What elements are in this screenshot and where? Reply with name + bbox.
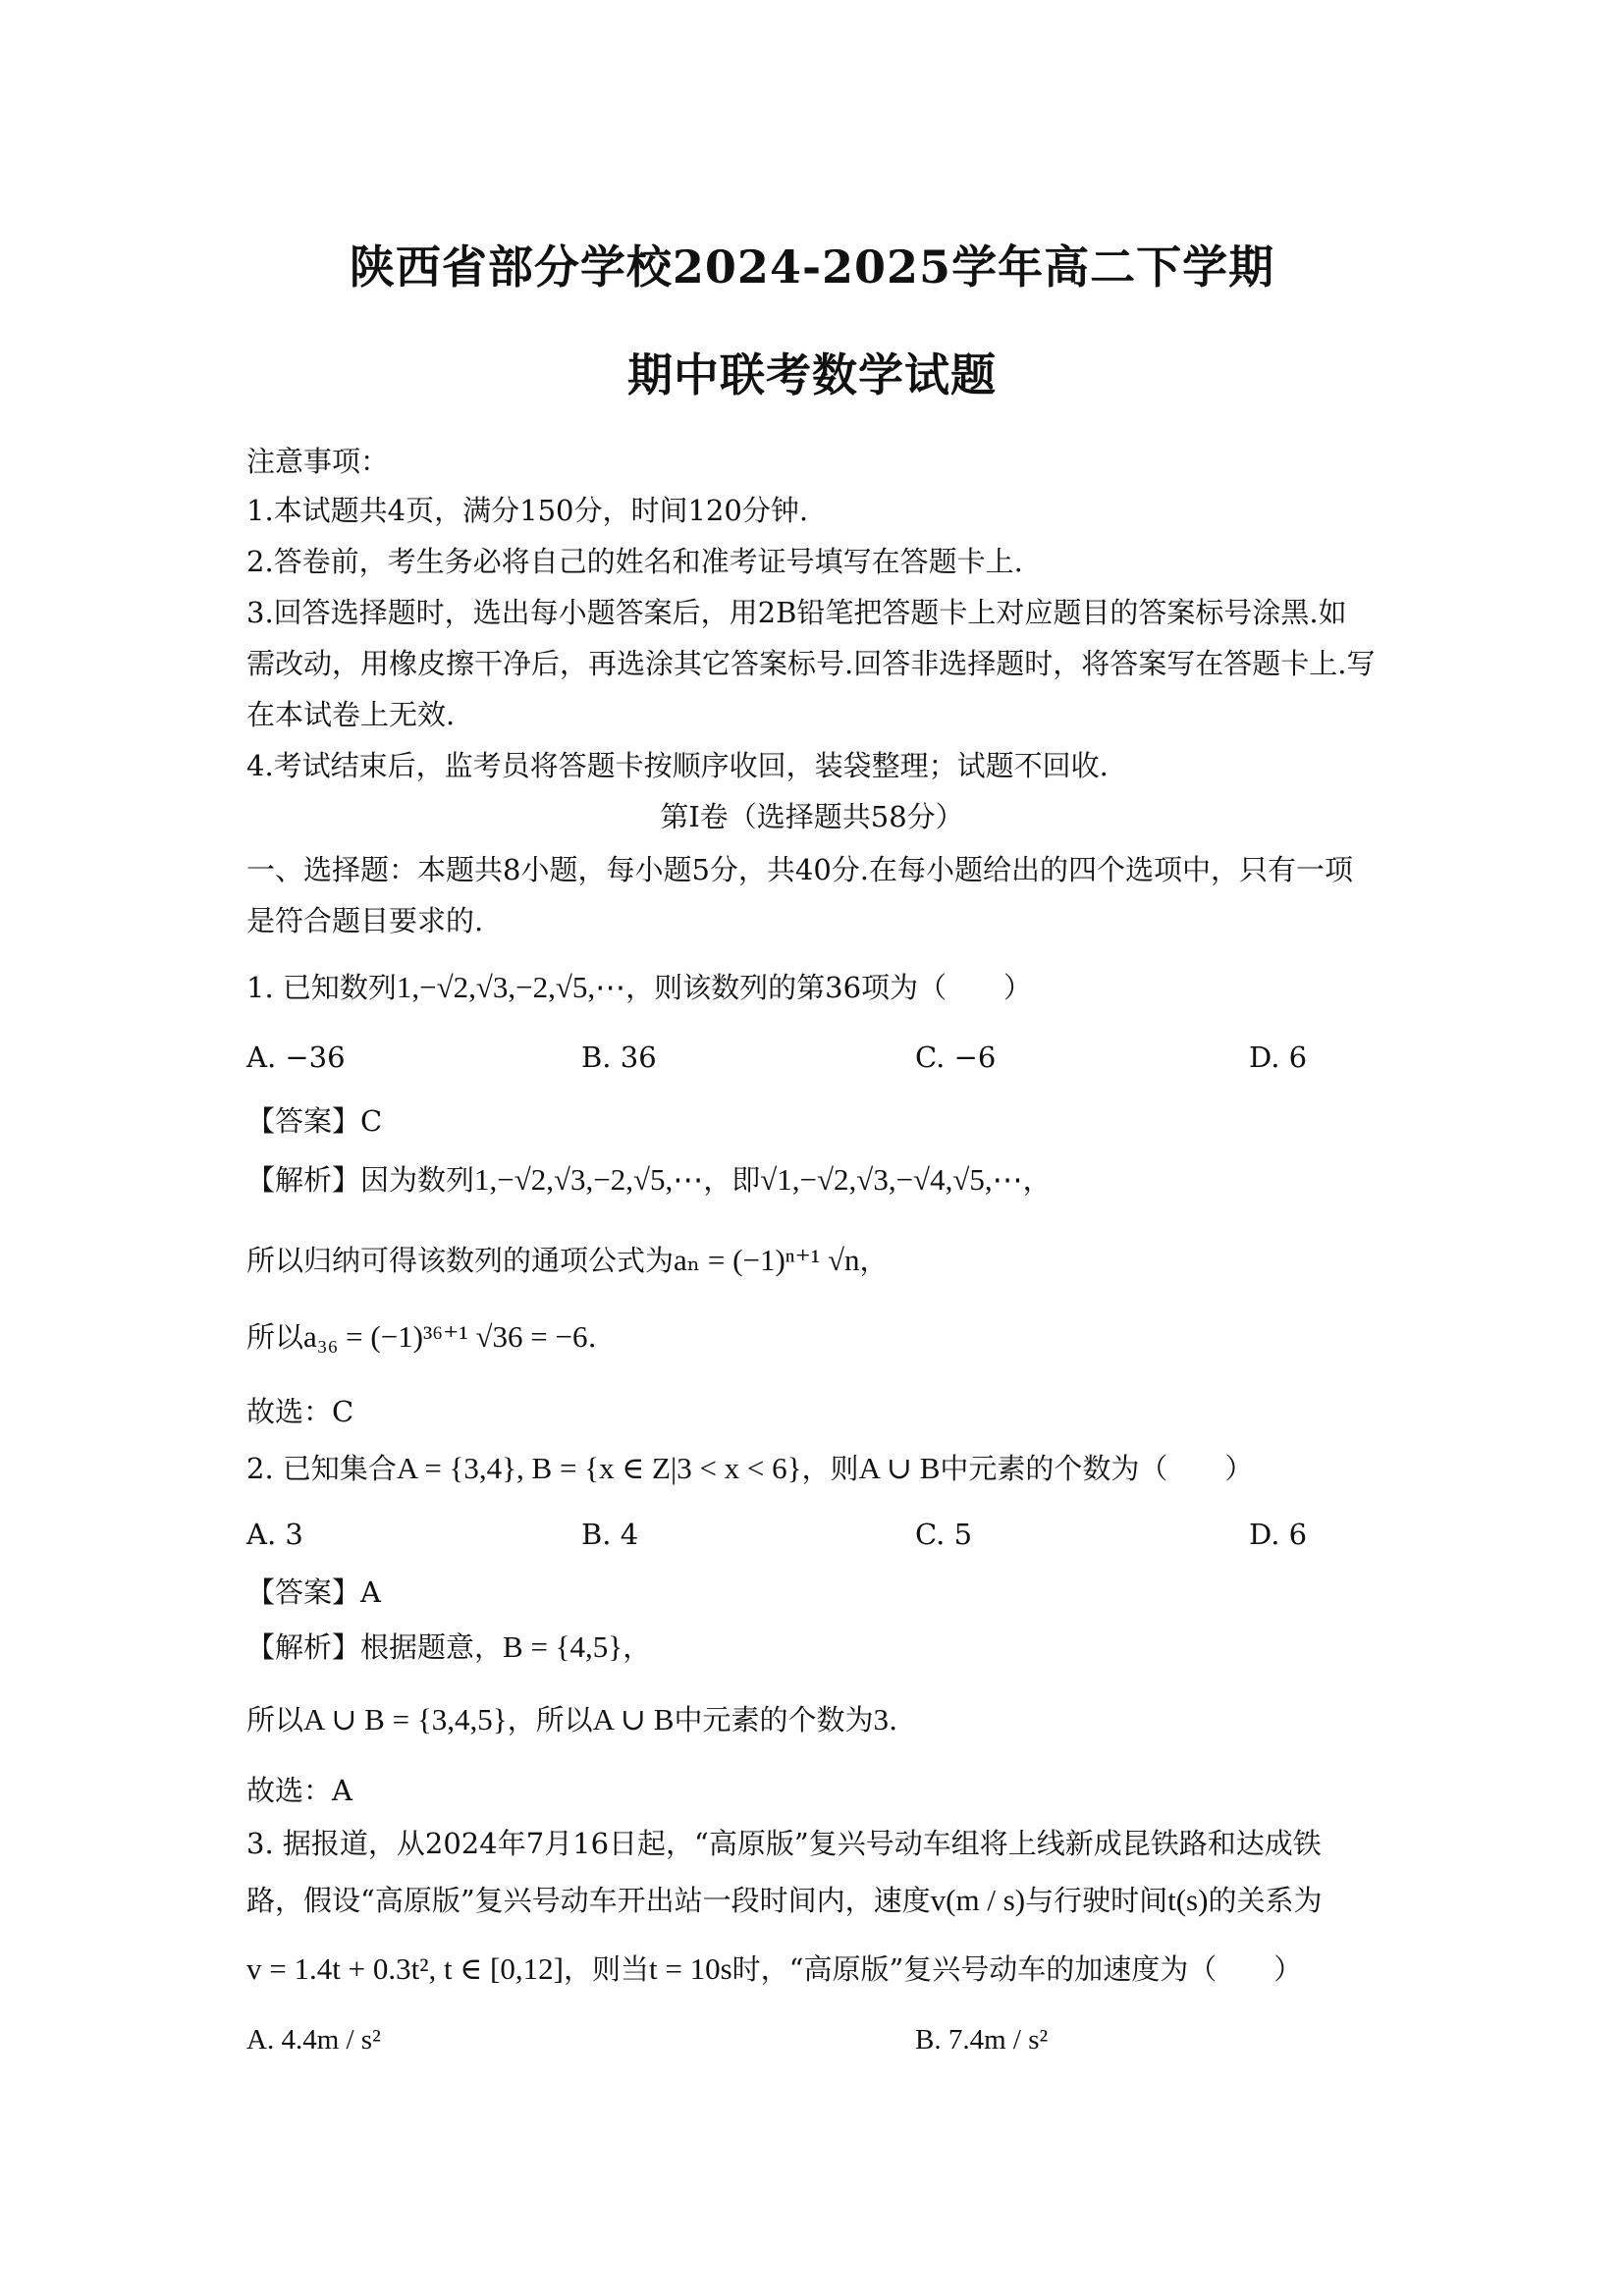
notice-item-3-line3: 在本试卷上无效. <box>246 698 456 731</box>
q1-line2-math: aₙ = (−1)ⁿ⁺¹ √n <box>674 1243 860 1277</box>
q3-line3-math2: t = 10s <box>648 1951 732 1986</box>
q1-analysis-line3 <box>246 1315 597 1356</box>
q1-stem-text-a: 1. 已知数列 <box>246 971 397 1004</box>
q2-option-c: C. 5 <box>915 1518 973 1551</box>
q3-line3-text-b: 时，“高原版”复兴号动车的加速度为（ ） <box>731 1952 1303 1986</box>
section-title: 第Ⅰ卷（选择题共58分） <box>660 800 964 833</box>
q2-stem-math: A = {3,4}, B = {x ∈ Z|3 < x < 6} <box>396 1451 802 1485</box>
q1-answer: 【答案】C <box>246 1104 383 1138</box>
q2-stem-text-c: 中元素的个数为（ ） <box>940 1452 1254 1485</box>
q1-analysis-math1: 1,−√2,√3,−2,√5,⋯ <box>474 1162 704 1197</box>
q2-option-a: A. 3 <box>246 1518 303 1551</box>
q2-line2-math2: A ∪ B <box>592 1702 675 1736</box>
notice-heading: 注意事项： <box>246 445 390 478</box>
q1-option-c: C. −6 <box>915 1041 997 1074</box>
q3-option-b: B. 7.4m / s² <box>915 2024 1049 2056</box>
q1-analysis-line2 <box>246 1239 889 1279</box>
notice-item-3-line2: 需改动，用橡皮擦干净后，再选涂其它答案标号.回答非选择题时，将答案写在答题卡上.写 <box>246 647 1376 680</box>
q2-stem-text-a: 2. 已知集合 <box>246 1452 397 1485</box>
q1-line2-text-a: 所以归纳可得该数列的通项公式为 <box>246 1244 675 1277</box>
q2-line2-text-d: . <box>888 1703 898 1736</box>
q1-line3-text-a: 所以 <box>246 1320 304 1354</box>
q1-line2-text-b: ， <box>859 1244 889 1277</box>
q2-option-d: D. 6 <box>1249 1518 1308 1551</box>
q3-line3-text-a: ，则当 <box>563 1952 649 1986</box>
q1-analysis-line1 <box>246 1158 1052 1199</box>
notice-item-4: 4.考试结束后，监考员将答题卡按顺序收回，装袋整理；试题不回收. <box>246 749 1109 782</box>
q1-option-a: A. −36 <box>246 1041 346 1074</box>
q1-option-b: B. 36 <box>581 1041 657 1074</box>
q3-line2-math2: t(s) <box>1167 1883 1209 1917</box>
q3-line1: 3. 据报道，从2024年7月16日起，“高原版”复兴号动车组将上线新成昆铁路和达成铁 <box>246 1827 1322 1860</box>
q3-line2-text-a: 路，假设“高原版”复兴号动车开出站一段时间内，速度 <box>246 1884 931 1917</box>
q3-line3 <box>246 1948 1302 1988</box>
q2-analysis-text-a: 【解析】根据题意， <box>246 1630 504 1664</box>
q3-line2-text-c: 的关系为 <box>1208 1884 1323 1917</box>
q2-choose: 故选：A <box>246 1774 352 1807</box>
q1-stem-math: 1,−√2,√3,−2,√5,⋯ <box>396 970 626 1004</box>
q3-option-a: A. 4.4m / s² <box>246 2024 381 2056</box>
q2-analysis-text-b: ， <box>623 1630 652 1664</box>
q1-analysis-math2: √1,−√2,√3,−√4,√5,⋯ <box>760 1162 1023 1197</box>
q3-line3-math1: v = 1.4t + 0.3t², t ∈ [0,12] <box>246 1951 564 1986</box>
exam-title-line1: 陕西省部分学校2024-2025学年高二下学期 <box>349 240 1275 294</box>
q3-line2-math1: v(m / s) <box>930 1883 1026 1917</box>
q2-analysis-line2 <box>246 1698 897 1738</box>
notice-item-1: 1.本试题共4页，满分150分，时间120分钟. <box>246 494 809 527</box>
q2-analysis-math: B = {4,5} <box>503 1629 623 1664</box>
q1-analysis-text-a: 【解析】因为数列 <box>246 1163 475 1197</box>
q2-analysis-line1 <box>246 1626 651 1666</box>
section-desc-line2: 是符合题目要求的. <box>246 904 484 937</box>
q2-line2-text-a: 所以 <box>246 1703 304 1736</box>
section-desc-line1: 一、选择题：本题共8小题，每小题5分，共40分.在每小题给出的四个选项中，只有一项 <box>246 853 1354 886</box>
q1-line3-math: a₃₆ = (−1)³⁶⁺¹ √36 = −6 <box>303 1319 588 1354</box>
q1-analysis-text-b: ，即 <box>703 1163 761 1197</box>
q1-analysis-text-c: ， <box>1022 1163 1052 1197</box>
q1-stem-text-b: ，则该数列的第36项为（ ） <box>625 971 1033 1004</box>
q2-answer: 【答案】A <box>246 1575 381 1609</box>
q2-option-b: B. 4 <box>581 1518 639 1551</box>
q3-line2 <box>246 1879 1322 1919</box>
notice-item-3-line1: 3.回答选择题时，选出每小题答案后，用2B铅笔把答题卡上对应题目的答案标号涂黑.如 <box>246 596 1347 629</box>
q2-stem-text-b: ，则 <box>801 1452 859 1485</box>
q1-stem <box>246 966 1032 1006</box>
q2-stem <box>246 1447 1253 1487</box>
q2-stem-math2: A ∪ B <box>858 1451 941 1485</box>
q2-line2-math3: 3 <box>873 1702 889 1736</box>
q1-option-d: D. 6 <box>1249 1041 1308 1074</box>
q2-line2-math1: A ∪ B = {3,4,5} <box>303 1702 508 1736</box>
q1-choose: 故选：C <box>246 1395 354 1428</box>
notice-item-2: 2.答卷前，考生务必将自己的姓名和准考证号填写在答题卡上. <box>246 545 1023 578</box>
exam-title-line2: 期中联考数学试题 <box>627 348 997 401</box>
q2-line2-text-c: 中元素的个数为 <box>674 1703 874 1736</box>
q3-line2-text-b: 与行驶时间 <box>1025 1884 1168 1917</box>
q2-line2-text-b: ，所以 <box>507 1703 593 1736</box>
q1-line3-text-b: . <box>587 1320 597 1354</box>
